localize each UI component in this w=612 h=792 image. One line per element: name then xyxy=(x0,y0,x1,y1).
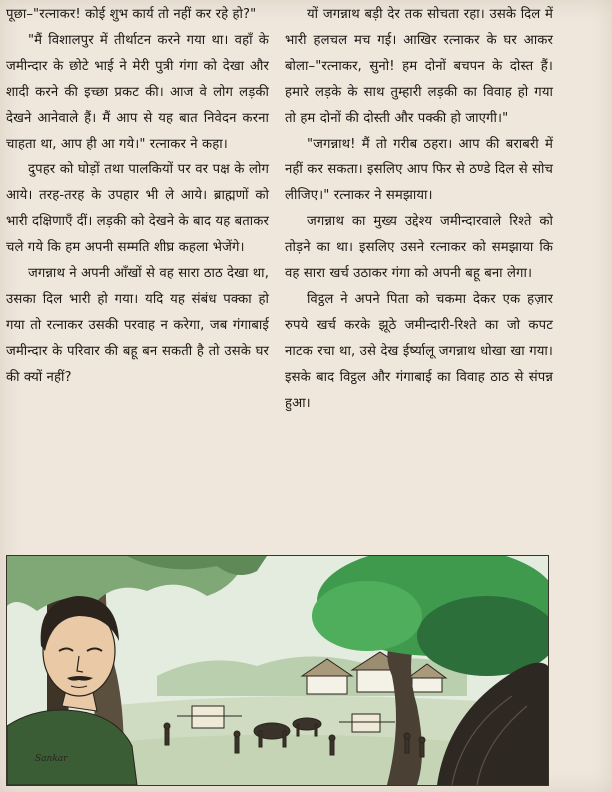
illustration-svg xyxy=(7,556,548,785)
paragraph: "मैं विशालपुर में तीर्थाटन करने गया था। वहाँ के जमीन्दार के छोटे भाई ने मेरी पुत्री गंगा को देखा और शादी करने की इच्छा प्रकट की। आज वे लोग लड़की देखने आनेवाले हैं। मैं आप से यह बात निवेदन करना चाहता था, आप ही आ गये।" रत्नाकर ने कहा। xyxy=(6,32,269,152)
paragraph: विट्ठल ने अपने पिता को चकमा देकर एक हज़ार रुपये खर्च करके झूठे जमीन्दारी-रिश्ते का जो कपट नाटक रचा था, उसे देख ईर्ष्यालू जगन्नाथ धोखा खा गया। इसके बाद विट्ठल और गंगाबाई का विवाह ठाठ से संपन्न हुआ। xyxy=(285,291,553,411)
paragraph: यों जगन्नाथ बड़ी देर तक सोचता रहा। उसके दिल में भारी हलचल मच गई। आखिर रत्नाकर के घर आकर बोला–"रत्नाकर, सुनो! हम दोनों बचपन के दोस्त हैं। हमारे लड़के के साथ तुम्हारी लड़की का विवाह हो गया तो हम दोनों की दोस्ती और पक्की हो जाएगी।" xyxy=(285,7,553,126)
story-illustration xyxy=(6,555,549,786)
paragraph: दुपहर को घोड़ों तथा पालकियों पर वर पक्ष के लोग आये। तरह-तरह के उपहार भी ले आये। ब्राह्मणों को भारी दक्षिणाएँ दीं। लड़की को देखने के बाद यह बताकर चले गये कि हम अपनी सम्मति शीघ्र कहला भेजेंगे। xyxy=(6,162,269,256)
right-text-column xyxy=(285,2,553,417)
paragraph: जगन्नाथ का मुख्य उद्देश्य जमीन्दारवाले रिश्ते को तोड़ने का था। इसलिए उसने रत्नाकर को समझाया कि वह सारा खर्च उठाकर गंगा को अपनी बहू बना लेगा। xyxy=(285,214,553,282)
paragraph: पूछा–"रत्नाकर! कोई शुभ कार्य तो नहीं कर रहे हो?" xyxy=(6,7,257,22)
paragraph: "जगन्नाथ! मैं तो गरीब ठहरा। आप की बराबरी में नहीं कर सकता। इसलिए आप फिर से ठण्डे दिल से सोच लीजिए।" रत्नाकर ने समझाया। xyxy=(285,136,553,204)
left-text-column xyxy=(6,2,269,391)
canopy-right-light xyxy=(312,581,422,651)
artist-signature: Sankar xyxy=(35,754,68,764)
paragraph: जगन्नाथ ने अपनी आँखों से वह सारा ठाठ देखा था, उसका दिल भारी हो गया। यदि यह संबंध पक्का हो गया तो रत्नाकर उसकी परवाह न करेगा, जब गंगाबाई जमीन्दार के परिवार की बहू बन सकती है तो उसके घर की क्यों नहीं? xyxy=(6,266,269,385)
